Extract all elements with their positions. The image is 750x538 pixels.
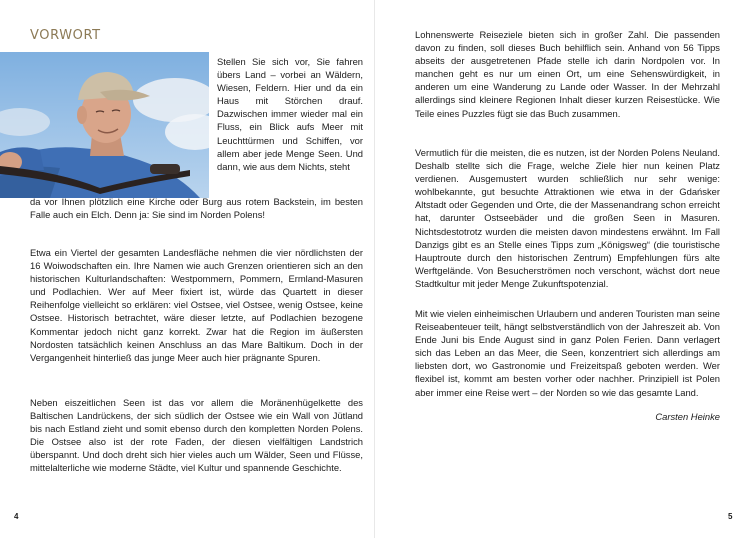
intro-paragraph: Stellen Sie sich vor, Sie fahren übers Land – vorbei an Wäldern, Wiesen, Feldern. Hier und da ein Haus mit Störchen drauf. Dazwischen immer wieder mal ein Fluss, ein Blick aufs Meer mit Leuchttürmen und Schiffen, vor allem aber jede Menge Seen. Und dann, wie aus dem Nichts, steht <box>217 56 363 172</box>
body-paragraph-1: Etwa ein Viertel der gesamten Landesfläche nehmen die vier nördlichsten der 16 Woiwodschaften ein. Ihre Namen wie auch Grenzen orientieren sich an den historischen Kulturlandschaften: Westpommern, Pommern, Ermland-Masuren und Podlachien. Wer auf Meer fixiert ist, würde das Quartett in dieser Reihenfolge vielleicht so erklären: viel Ostsee, viel Ostsee, wenig Ostsee, keine Ostsee. Historisch betrachtet, wäre dieser letzte, auf Podlachien bezogene Kommentar jedoch nicht ganz korrekt. Zwar hat die Region im äußersten Nordosten tatsächlich keinen Anschluss an das Mare Baltikum. Doch in der Vergangenheit hinterließ das junge Meer auch hier prägnante Spuren. <box>30 247 363 363</box>
author-portrait-icon <box>0 52 209 198</box>
body-paragraph-5: Mit wie vielen einheimischen Urlaubern und anderen Touristen man seine Reiseabenteuer teilt, hängt selbstverständlich von der Jahreszeit ab. Von Ende Juni bis Ende August sind in ganz Polen Ferien. Dann verlagert sich das Leben an das Meer, die Seen, konzentriert sich allerdings am liebsten dort, wo Gastronomie und Freizeitspaß geboten werden. Wer flexibel ist, kommt am besten vorher oder nachher. Prinzipiell ist Polen aber immer eine Reise wert – der Norden so wie das gesamte Land. <box>415 308 720 398</box>
body-paragraph-4: Vermutlich für die meisten, die es nutzen, ist der Norden Polens Neuland. Deshalb stellte sich die Frage, welche Ziele hier nun keinen Platz verdienen. Ausgemustert wurden schließlich nur sehr wenige: wohlbekannte, gut besuchte Attraktionen wie etwa in der Gdańsker Altstadt oder Gegenden und Orte, die der Massenandrang schon erreicht hat, darunter Ostseebäder und die großen Seen in Masuren. Nichtsdestotrotz wurden die meisten davon mindestens erwähnt. Im Fall Danzigs gibt es an Stelle eines Tipps zum „Königsweg“ (die touristische Hauptroute durch den historischen Zentrum) Empfehlungen fürs alte Werftgelände. Von Besucherströmen noch verschont, wächst dort neue Stadtkultur mit jeder Menge Zukunftspotenzial. <box>415 147 720 289</box>
author-signature: Carsten Heinke <box>655 411 720 422</box>
handlebar-grip <box>150 164 180 174</box>
section-heading: VORWORT <box>30 28 101 43</box>
ear <box>77 106 87 124</box>
author-photo <box>0 52 209 198</box>
intro-paragraph-continued: da vor Ihnen plötzlich eine Kirche oder Burg aus rotem Backstein, im besten Falle auch ein Elch. Denn ja: Sie sind im Norden Polens! <box>30 196 363 221</box>
page-number: 5 <box>728 512 733 521</box>
right-page <box>375 0 750 538</box>
body-paragraph-2: Neben eiszeitlichen Seen ist das vor allem die Moränenhügelkette des Baltischen Landrückens, der sich südlich der Ostsee wie ein Wall von Jütland bis nach Estland zieht und somit ebenso durch den kompletten Norden Polens. Die Ostsee also ist der rote Faden, der diesen vielfältigen Landstrich überspannt. Und doch dreht sich hier vieles auch um Wälder, Seen und Flüsse, mittelalterliche wie moderne Städte, viel Kultur und spannende Geschichte. <box>30 397 363 474</box>
page-number: 4 <box>14 512 19 521</box>
body-paragraph-3: Lohnenswerte Reiseziele bieten sich in großer Zahl. Die passenden davon zu finden, soll dieses Buch behilflich sein. Anhand von 56 Tipps abseits der ausgetretenen Pfade stelle ich darin Nordpolen vor. In manchen geht es nur um einen Ort, um eine Sehenswürdigkeit, in anderen um eine Wanderung zu Lande oder Wasser. In der Mehrzahl allerdings sind kleinere Regionen Inhalt dieser kurzen Reisestücke. Wie Teile eines Puzzles fügt sie das Buch zusammen. <box>415 29 720 119</box>
